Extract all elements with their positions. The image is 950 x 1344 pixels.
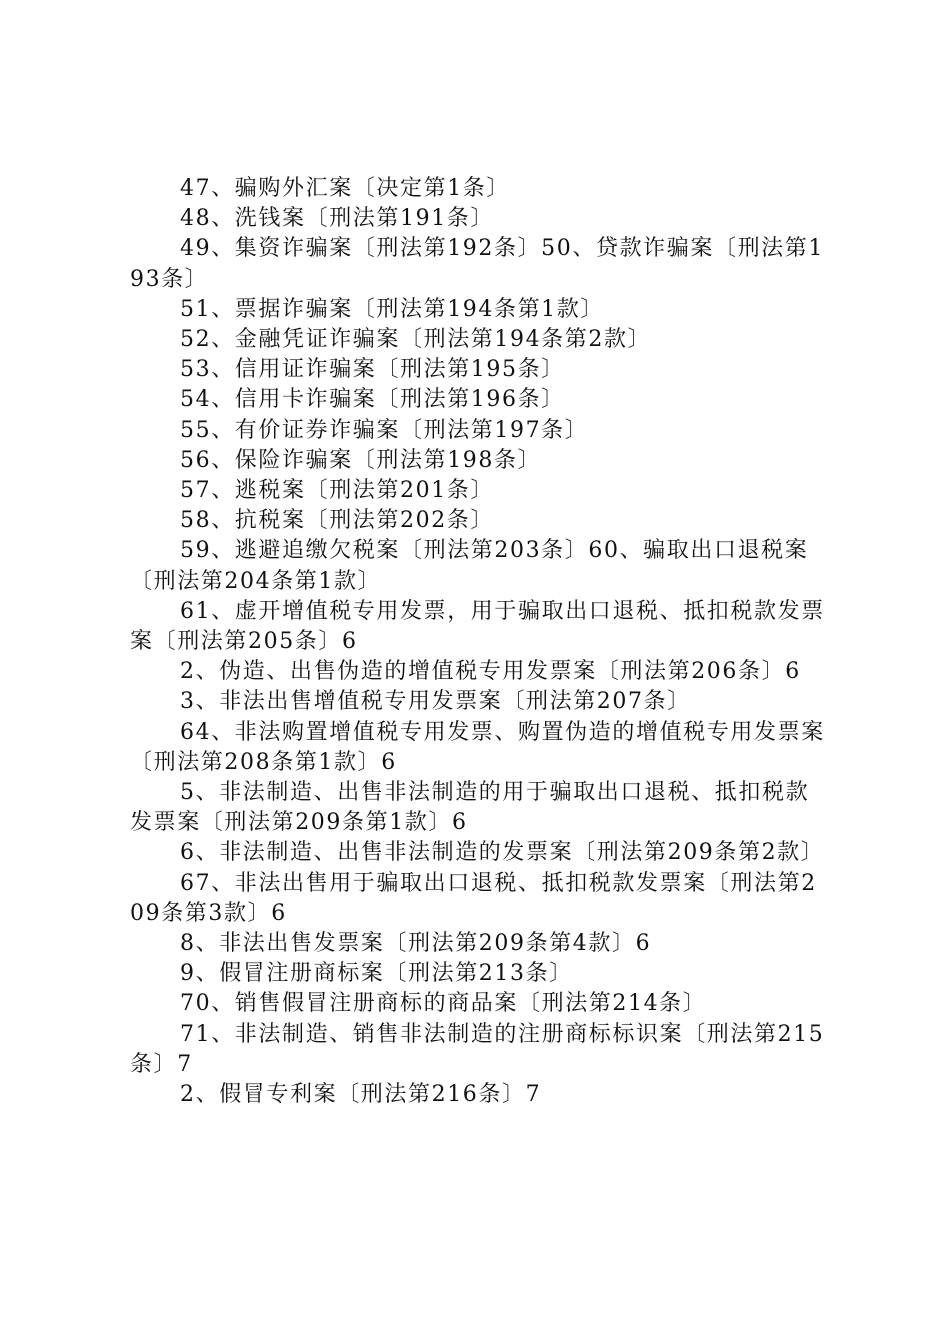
paragraph: 51、票据诈骗案〔刑法第194条第1款〕 bbox=[180, 296, 604, 322]
paragraph: 55、有价证券诈骗案〔刑法第197条〕 bbox=[180, 417, 589, 443]
paragraph: 53、信用证诈骗案〔刑法第195条〕 bbox=[180, 357, 565, 383]
paragraph: 8、非法出售发票案〔刑法第209条第4款〕6 bbox=[180, 931, 652, 957]
paragraph: 48、洗钱案〔刑法第191条〕 bbox=[180, 206, 494, 232]
paragraph: 70、销售假冒注册商标的商品案〔刑法第214条〕 bbox=[180, 991, 707, 1017]
paragraph: 67、非法出售用于骗取出口退税、抵扣税款发票案〔刑法第209条第3款〕6 bbox=[130, 870, 817, 926]
paragraph: 6、非法制造、出售非法制造的发票案〔刑法第209条第2款〕 bbox=[180, 840, 825, 866]
paragraph: 9、假冒注册商标案〔刑法第213条〕 bbox=[180, 961, 573, 987]
paragraph: 56、保险诈骗案〔刑法第198条〕 bbox=[180, 447, 542, 473]
paragraph: 57、逃税案〔刑法第201条〕 bbox=[180, 478, 494, 504]
paragraph: 47、骗购外汇案〔决定第1条〕 bbox=[180, 176, 510, 201]
paragraph: 2、伪造、出售伪造的增值税专用发票案〔刑法第206条〕6 bbox=[180, 659, 801, 685]
paragraph: 71、非法制造、销售非法制造的注册商标标识案〔刑法第215条〕7 bbox=[130, 1021, 825, 1077]
document-body bbox=[130, 174, 830, 1110]
paragraph: 2、假冒专利案〔刑法第216条〕7 bbox=[180, 1082, 542, 1108]
paragraph: 5、非法制造、出售非法制造的用于骗取出口退税、抵扣税款发票案〔刑法第209条第1款〕6 bbox=[130, 780, 810, 836]
paragraph: 3、非法出售增值税专用发票案〔刑法第207条〕 bbox=[180, 689, 691, 715]
paragraph: 49、集资诈骗案〔刑法第192条〕50、贷款诈骗案〔刑法第193条〕 bbox=[130, 236, 824, 292]
paragraph: 52、金融凭证诈骗案〔刑法第194条第2款〕 bbox=[180, 327, 652, 353]
paragraph: 59、逃避追缴欠税案〔刑法第203条〕60、骗取出口退税案〔刑法第204条第1款〕 bbox=[130, 538, 809, 594]
paragraph: 64、非法购置增值税专用发票、购置伪造的增值税专用发票案〔刑法第208条第1款〕6 bbox=[130, 719, 825, 775]
paragraph: 61、虚开增值税专用发票，用于骗取出口退税、抵扣税款发票案〔刑法第205条〕6 bbox=[130, 598, 825, 655]
paragraph: 58、抗税案〔刑法第202条〕 bbox=[180, 508, 494, 534]
paragraph: 54、信用卡诈骗案〔刑法第196条〕 bbox=[180, 387, 565, 413]
